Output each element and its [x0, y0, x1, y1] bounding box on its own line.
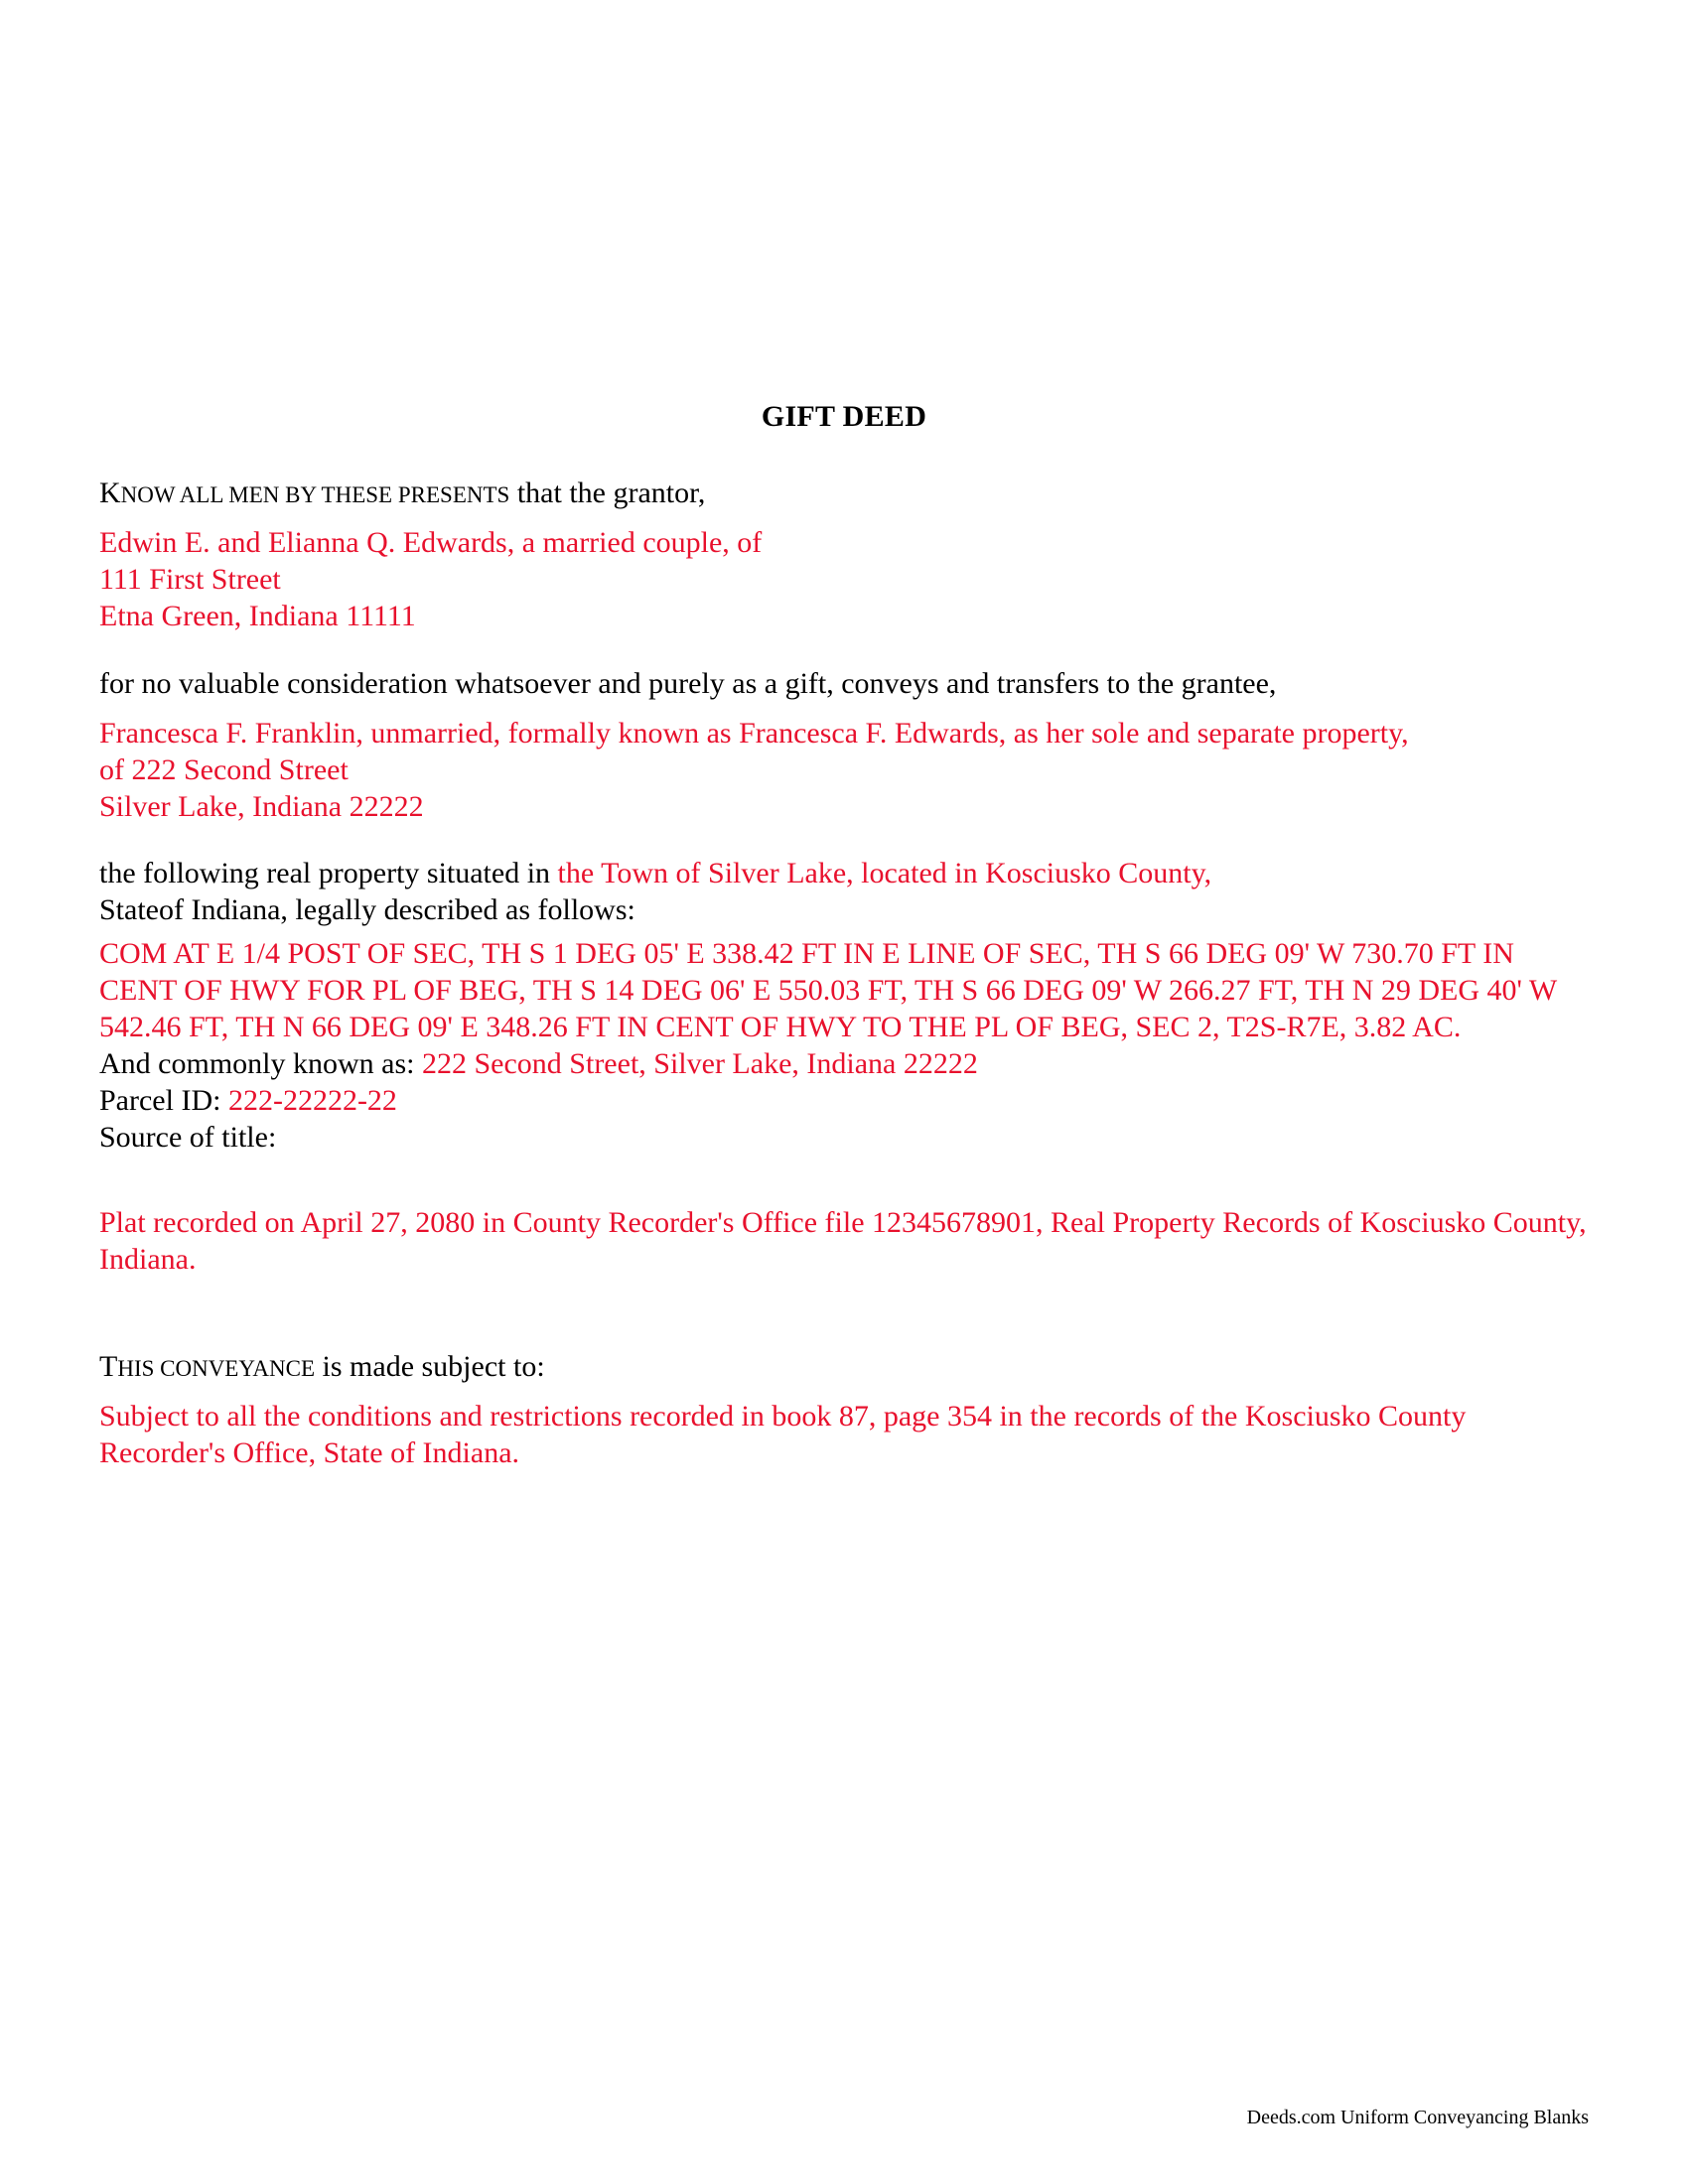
intro-line [99, 475, 1589, 513]
grantor-line-1: Edwin E. and Elianna Q. Edwards, a married couple, of [99, 526, 763, 559]
grantee-block [99, 715, 1589, 825]
state-line: Stateof Indiana, legally described as follows: [99, 893, 635, 926]
grantor-block [99, 524, 1589, 634]
known-as-line [99, 1045, 1589, 1082]
property-situated [99, 855, 1589, 928]
document-title: GIFT DEED [761, 400, 927, 433]
known-as-value: 222 Second Street, Silver Lake, Indiana 22222 [421, 1047, 978, 1080]
legal-description: COM AT E 1/4 POST OF SEC, TH S 1 DEG 05' E 338.42 FT IN E LINE OF SEC, TH S 66 DEG 09' W 730.70 FT IN CENT OF HWY FOR PL OF BEG, TH S 14 DEG 06' E 550.03 FT, TH S 66 DEG 09' W 266.27 FT, TH N 29 DEG 40' W 542.46 FT, TH N 66 DEG 09' E 348.26 FT IN CENT OF HWY TO THE PL OF BEG, SEC 2, T2S-R7E, 3.82 AC. [99, 937, 1557, 1043]
grantee-line-3: Silver Lake, Indiana 22222 [99, 790, 424, 823]
situated-prefix: the following real property situated in [99, 857, 558, 889]
parcel-label: Parcel ID: [99, 1084, 228, 1117]
grantor-line-3: Etna Green, Indiana 11111 [99, 600, 416, 632]
conveyance-text: is made subject to: [315, 1350, 545, 1383]
source-label: Source of title: [99, 1121, 277, 1154]
source-of-title: Plat recorded on April 27, 2080 in County Recorder's Office file 12345678901, Real Property Records of Kosciusko County, Indiana. [99, 1206, 1587, 1276]
grantee-line-1: Francesca F. Franklin, unmarried, formally known as Francesca F. Edwards, as her sole and separate property, [99, 717, 1409, 750]
footer-text: Deeds.com Uniform Conveyancing Blanks [1246, 2107, 1589, 2128]
situated-location: the Town of Silver Lake, located in Kosciusko County, [557, 857, 1212, 889]
parcel-value: 222-22222-22 [227, 1084, 397, 1117]
grantee-line-2: of 222 Second Street [99, 753, 349, 786]
deed-page [99, 0, 1589, 2184]
conveyance-restrictions: Subject to all the conditions and restrictions recorded in book 87, page 354 in the records of the Kosciusko County Recorder's Office, State of Indiana. [99, 1400, 1467, 1469]
property-description [99, 935, 1589, 1156]
intro-lead-initial: K [99, 477, 121, 509]
conveyance-lead-smallcaps: HIS CONVEYANCE [117, 1356, 316, 1381]
consideration-text: for no valuable consideration whatsoever and purely as a gift, conveys and transfers to the grantee, [99, 667, 1277, 700]
situated-line [99, 855, 1589, 891]
intro-text: that the grantor, [509, 477, 706, 509]
conveyance-line [99, 1348, 1589, 1387]
conveyance-lead-initial: T [99, 1350, 118, 1383]
parcel-line [99, 1082, 1589, 1119]
known-as-label: And commonly known as: [99, 1047, 422, 1080]
grantor-line-2: 111 First Street [99, 563, 281, 596]
intro-lead-smallcaps: NOW ALL MEN BY THESE PRESENTS [120, 482, 510, 507]
